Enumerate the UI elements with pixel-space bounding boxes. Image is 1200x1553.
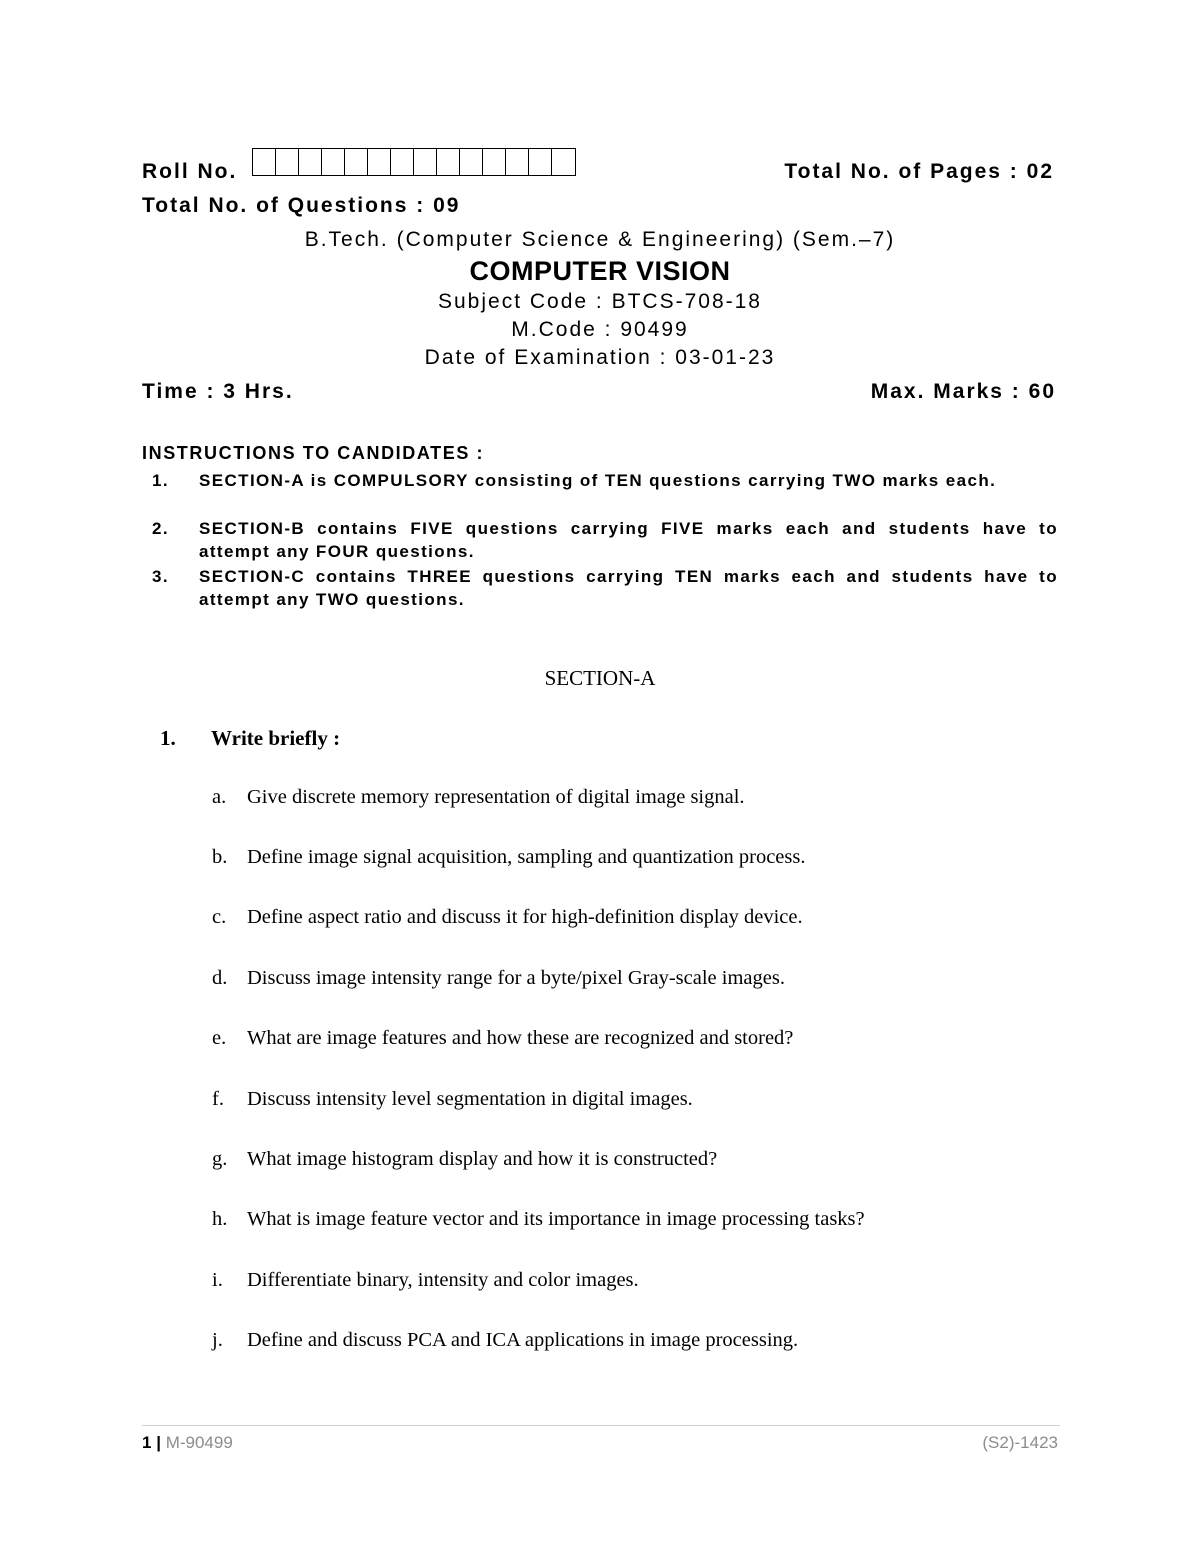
instruction-number: 2. (152, 519, 169, 538)
sub-question-text: What are image features and how these are recognized and stored? (247, 1027, 794, 1049)
roll-no-box[interactable] (322, 149, 345, 175)
roll-no-box[interactable] (299, 149, 322, 175)
question-number: 1. (160, 726, 176, 750)
instructions-heading: INSTRUCTIONS TO CANDIDATES : (142, 443, 485, 463)
sub-question (212, 967, 785, 990)
footer-reference: (S2)-1423 (982, 1433, 1058, 1452)
sub-question (212, 846, 806, 869)
roll-no-box[interactable] (345, 149, 368, 175)
roll-no-box[interactable] (437, 149, 460, 175)
footer-page-info (142, 1433, 233, 1453)
program-line: B.Tech. (Computer Science & Engineering) (Sem.–7) (304, 228, 896, 251)
instruction-item (142, 517, 1058, 563)
subject-code: Subject Code : BTCS-708-18 (438, 290, 762, 313)
exam-date: Date of Examination : 03-01-23 (424, 346, 776, 369)
sub-question-letter: i. (212, 1269, 223, 1291)
roll-no-box[interactable] (552, 149, 575, 175)
instruction-item (142, 565, 1058, 611)
roll-no-box[interactable] (414, 149, 437, 175)
roll-no-box[interactable] (483, 149, 506, 175)
roll-no-box[interactable] (529, 149, 552, 175)
sub-question-text: Differentiate binary, intensity and color images. (247, 1269, 639, 1291)
sub-question-letter: j. (212, 1329, 223, 1351)
roll-no-box[interactable] (368, 149, 391, 175)
exam-time: Time : 3 Hrs. (142, 380, 294, 403)
sub-question (212, 786, 745, 809)
sub-question-text: Define and discuss PCA and ICA applications in image processing. (247, 1329, 799, 1351)
sub-question (212, 1148, 717, 1171)
sub-question (212, 1208, 865, 1231)
sub-question (212, 1329, 798, 1352)
sub-question (212, 1269, 639, 1292)
sub-question-letter: g. (212, 1148, 228, 1170)
sub-question-text: Define image signal acquisition, sampling and quantization process. (247, 846, 806, 868)
instruction-text: SECTION-A is COMPULSORY consisting of TEN questions carrying TWO marks each. (199, 471, 997, 490)
roll-no-box[interactable] (506, 149, 529, 175)
sub-question-letter: a. (212, 786, 227, 808)
sub-question-text: Discuss intensity level segmentation in digital images. (247, 1088, 693, 1110)
sub-question-text: What image histogram display and how it is constructed? (247, 1148, 718, 1170)
sub-question (212, 1027, 793, 1050)
roll-no-box[interactable] (253, 149, 276, 175)
instruction-text: SECTION-B contains FIVE questions carrying FIVE marks each and students have to attempt any FOUR questions. (199, 519, 1058, 561)
instruction-text: SECTION-C contains THREE questions carrying TEN marks each and students have to attempt any TWO questions. (199, 567, 1058, 609)
question-title: Write briefly : (211, 726, 341, 750)
roll-no-label: Roll No. (142, 160, 238, 183)
roll-no-box[interactable] (276, 149, 299, 175)
roll-no-box[interactable] (391, 149, 414, 175)
instruction-number: 3. (152, 567, 169, 586)
sub-question-letter: f. (212, 1088, 224, 1110)
max-marks: Max. Marks : 60 (870, 380, 1056, 403)
instruction-number: 1. (152, 471, 169, 490)
section-a-title: SECTION-A (544, 666, 656, 690)
sub-question-text: Give discrete memory representation of digital image signal. (247, 786, 745, 808)
sub-question-letter: c. (212, 906, 227, 928)
sub-question-text: Define aspect ratio and discuss it for high-definition display device. (247, 906, 803, 928)
footer-page-number: 1 (142, 1433, 152, 1452)
sub-question (212, 906, 803, 929)
roll-no-box[interactable] (460, 149, 483, 175)
total-questions: Total No. of Questions : 09 (142, 194, 461, 217)
footer-separator: | (156, 1433, 161, 1452)
course-title: COMPUTER VISION (469, 256, 731, 286)
total-pages: Total No. of Pages : 02 (784, 160, 1054, 183)
sub-question-letter: h. (212, 1208, 228, 1230)
roll-no-boxes[interactable] (252, 148, 576, 176)
m-code: M.Code : 90499 (511, 318, 689, 341)
sub-question-letter: e. (212, 1027, 227, 1049)
sub-question (212, 1088, 693, 1111)
instruction-item (142, 469, 1058, 492)
footer-code: M-90499 (165, 1433, 233, 1452)
sub-question-letter: b. (212, 846, 228, 868)
footer-divider (142, 1425, 1060, 1426)
sub-question-text: What is image feature vector and its importance in image processing tasks? (247, 1208, 865, 1230)
sub-question-letter: d. (212, 967, 228, 989)
sub-question-text: Discuss image intensity range for a byte/pixel Gray-scale images. (247, 967, 785, 989)
